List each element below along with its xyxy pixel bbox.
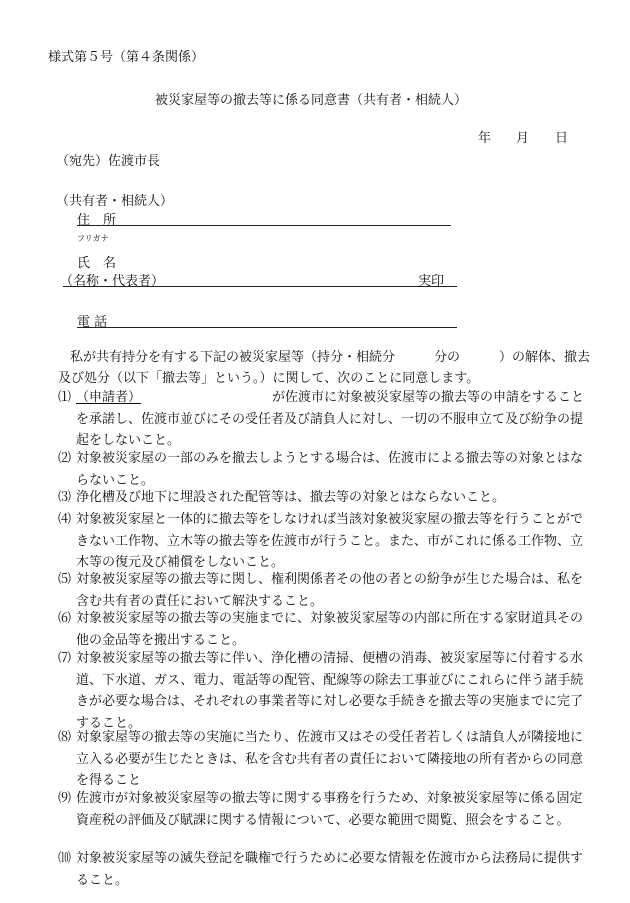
date-month[interactable]: 月 bbox=[516, 131, 530, 146]
furigana-label: フリガナ bbox=[77, 234, 109, 243]
address-field[interactable] bbox=[77, 225, 451, 226]
item-text: 対象被災家屋等の滅失登記を職権で行うために必要な情報を佐渡市から法務局に提供すること。 bbox=[76, 851, 584, 888]
item-text: が佐渡市に対象被災家屋等の撤去等の申請をすることを承諾し、佐渡市並びにその受任者及び請負人に対し、一切の不服申立て及び紛争の提起をしないこと。 bbox=[76, 390, 585, 448]
item-text: 対象被災家屋等の撤去等に伴い、浄化槽の清掃、便槽の消毒、被災家屋等に付着する水道、下水道、ガス、電力、電話等の配管、配線等の除去工事並びにこれらに伴う諸手続きが必要な場合は、それぞれの事業者等に対し必要な手続きを撤去等の実施までに完了すること。 bbox=[76, 651, 584, 731]
list-item bbox=[58, 569, 588, 612]
list-item bbox=[58, 848, 588, 891]
address-label: 住 所 bbox=[77, 213, 117, 228]
item-number: ⑴ bbox=[58, 390, 72, 405]
item-number: ⑼ bbox=[58, 791, 72, 806]
item-number: ⑶ bbox=[58, 490, 72, 505]
intro-paragraph: 私が共有持分を有する下記の被災家屋等（持分・相続分 分の ）の解体、撤去及び処分（以下「撤去等」という。）に関して、次のことに同意します。 bbox=[58, 350, 591, 386]
item-text: 対象被災家屋等の撤去等の実施までに、対象被災家屋等の内部に所在する家財道具その他の金品等を搬出すること。 bbox=[76, 611, 584, 648]
item-number: ⑹ bbox=[58, 611, 72, 626]
list-item bbox=[58, 727, 588, 792]
form-number: 様式第５号（第４条関係） bbox=[48, 50, 205, 65]
name-label: 氏 名 bbox=[77, 256, 117, 271]
list-item bbox=[58, 788, 588, 831]
phone-field[interactable] bbox=[77, 327, 457, 328]
item-text: 対象被災家屋の一部のみを撤去しようとする場合は、佐渡市による撤去等の対象とはならないこと。 bbox=[76, 451, 584, 488]
name-field[interactable] bbox=[63, 286, 457, 287]
item-text: 浄化槽及び地下に埋設された配管等は、撤去等の対象とはならないこと。 bbox=[76, 490, 506, 505]
item-number: ⑵ bbox=[58, 451, 72, 466]
addressee: （宛先）佐渡市長 bbox=[56, 154, 161, 169]
applicant-label: （申請者） bbox=[76, 390, 142, 405]
item-number: ⑷ bbox=[58, 512, 72, 527]
item-text: 対象被災家屋等の撤去等に関し、権利関係者その他の者との紛争が生じた場合は、私を含む共有者の責任において解決すること。 bbox=[76, 572, 584, 609]
list-item bbox=[58, 509, 588, 574]
item-text: 対象家屋等の撤去等の実施に当たり、佐渡市又はその受任者若しくは請負人が隣接地に立入る必要が生じたときは、私を含む共有者の責任において隣接地の所有者からの同意を得ること bbox=[76, 730, 584, 788]
list-item bbox=[58, 387, 588, 452]
item-number: ⑻ bbox=[58, 730, 72, 745]
list-item bbox=[58, 648, 588, 734]
item-number: ⑸ bbox=[58, 572, 72, 587]
applicant-field[interactable] bbox=[76, 387, 272, 409]
document-title: 被災家屋等の撤去等に係る同意書（共有者・相続人） bbox=[155, 93, 468, 108]
name-sub-label: （名称・代表者） bbox=[60, 274, 165, 289]
item-text: 対象被災家屋と一体的に撤去等をしなければ当該対象被災家屋の撤去等を行うことができない工作物、立木等の撤去等を佐渡市が行うこと。また、市がこれに係る工作物、立木等の復元及び補償をしないこと。 bbox=[76, 512, 584, 570]
date-day[interactable]: 日 bbox=[555, 131, 569, 146]
item-number: ⑽ bbox=[58, 851, 72, 866]
list-item bbox=[58, 448, 588, 491]
seal-label: 実印 bbox=[418, 274, 445, 289]
date-year[interactable]: 年 bbox=[478, 131, 492, 146]
phone-label: 電 話 bbox=[77, 315, 108, 330]
item-text: 佐渡市が対象被災家屋等の撤去等に関する事務を行うため、対象被災家屋等に係る固定資産税の評価及び賦課に関する情報について、必要な範囲で閲覧、照会をすること。 bbox=[76, 791, 583, 828]
coowner-heading: （共有者・相続人） bbox=[56, 194, 174, 209]
item-number: ⑺ bbox=[58, 651, 72, 666]
list-item bbox=[58, 608, 588, 651]
list-item bbox=[58, 487, 588, 509]
